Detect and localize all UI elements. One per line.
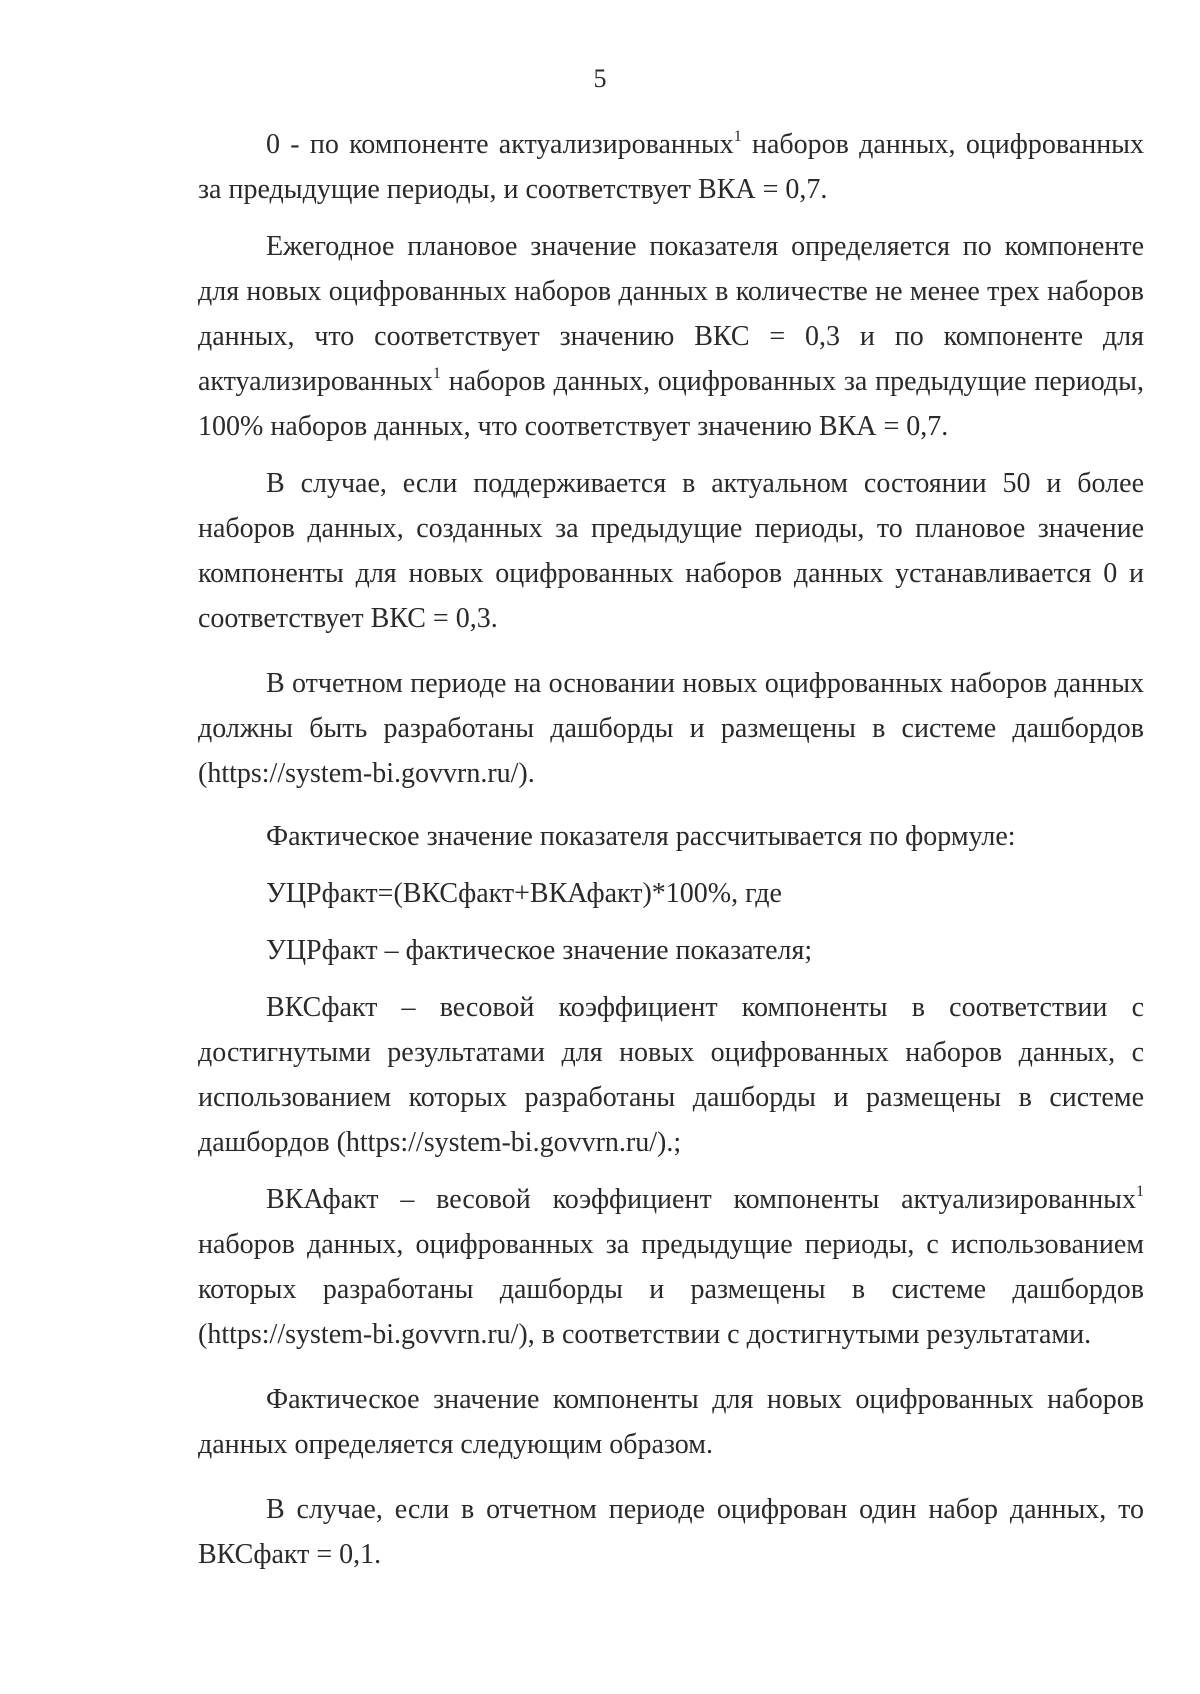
document-body: [198, 122, 1144, 1577]
footnote-mark: 1: [432, 364, 441, 382]
paragraph-fact-component: Фактическое значение компоненты для новых оцифрованных наборов данных определяется следующим образом.: [198, 1384, 1144, 1460]
definition-vks: ВКСфакт – весовой коэффициент компоненты в соответствии с достигнутыми результатами для новых оцифрованных наборов данных, с использованием которых разработаны дашборды и размещены в системе дашбордов (https://system-bi.govvrn.ru/).;: [198, 992, 1144, 1158]
paragraph-fifty-datasets: В случае, если поддерживается в актуальном состоянии 50 и более наборов данных, созданных за предыдущие периоды, то плановое значение компоненты для новых оцифрованных наборов данных устанавливается 0 и соответствует ВКС = 0,3.: [198, 468, 1144, 634]
paragraph-text: наборов данных, оцифрованных за предыдущие периоды, 100% наборов данных, что соответствует значению ВКА = 0,7.: [198, 366, 1144, 442]
paragraph-text: наборов данных, оцифрованных за предыдущие периоды, и соответствует ВКА = 0,7.: [198, 129, 1144, 205]
paragraph-text: ВКАфакт – весовой коэффициент компоненты актуализированных: [266, 1184, 1136, 1215]
paragraph-reporting-period: В отчетном периоде на основании новых оцифрованных наборов данных должны быть разработаны дашборды и размещены в системе дашбордов (https://system-bi.govvrn.ru/).: [198, 668, 1144, 789]
paragraph-one-dataset: В случае, если в отчетном периоде оцифрован один набор данных, то ВКСфакт = 0,1.: [198, 1494, 1144, 1570]
paragraph-formula-intro: Фактическое значение показателя рассчитывается по формуле:: [266, 821, 1016, 852]
footnote-mark: 1: [1136, 1182, 1144, 1200]
paragraph-annual-plan: [198, 224, 1144, 449]
formula-line: УЦРфакт=(ВКСфакт+ВКАфакт)*100%, где: [266, 878, 782, 909]
definition-vka: [198, 1177, 1144, 1357]
paragraph-text: 0 - по компоненте актуализированных: [266, 129, 734, 160]
paragraph-text: Ежегодное плановое значение показателя определяется по компоненте для новых оцифрованных наборов данных в количестве не менее трех наборов данных, что соответствует значению ВКС = 0,3 и по компоненте для актуализированных: [198, 231, 1144, 397]
definition-ucr: УЦРфакт – фактическое значение показателя;: [266, 935, 813, 966]
paragraph-text: наборов данных, оцифрованных за предыдущие периоды, с использованием которых разработаны дашборды и размещены в системе дашбордов (https://system-bi.govvrn.ru/), в соответствии с достигнутыми результатами.: [198, 1229, 1144, 1350]
page-number: 5: [593, 64, 607, 93]
footnote-mark: 1: [733, 127, 742, 145]
paragraph-component-actualized: [198, 122, 1144, 212]
